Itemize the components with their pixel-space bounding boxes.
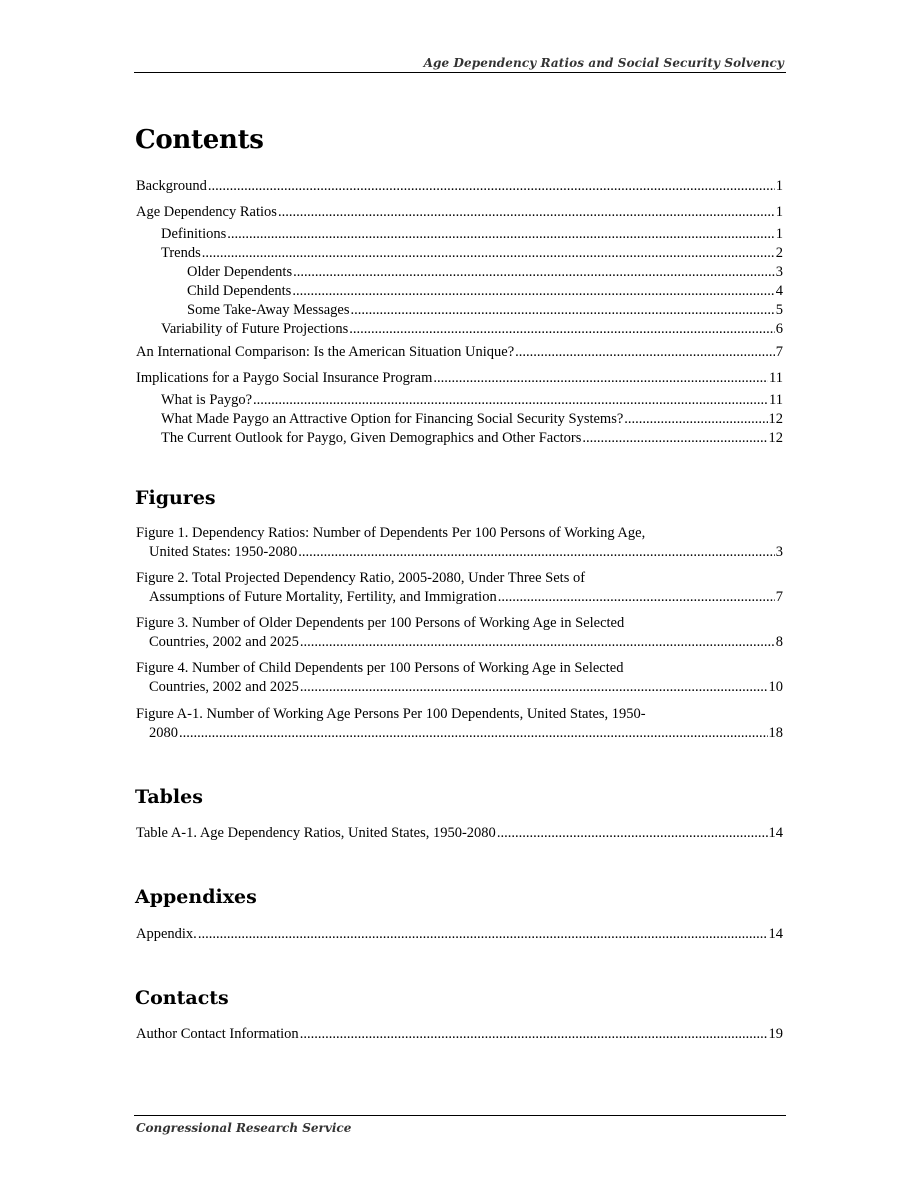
leader-dots [497,824,768,843]
toc-entry-title: Trends [161,245,201,261]
running-header [134,56,786,73]
figure-entry-line1: Figure A-1. Number of Working Age Persons Per 100 Dependents, United States, 1950- [136,706,646,722]
appendix-entry-page: 14 [768,926,783,942]
running-footer: Congressional Research Service [136,1121,352,1135]
table-entry-a1[interactable] [136,824,783,843]
figure-entry-page: 7 [775,589,783,605]
toc-entry-title: Variability of Future Projections [161,321,349,337]
toc-entry-title: Some Take-Away Messages [187,302,350,318]
leader-dots [293,263,775,282]
toc-entry-current-outlook[interactable] [161,429,783,448]
leader-dots [292,282,774,301]
toc-entry-definitions[interactable] [161,225,783,244]
toc-entry-title: The Current Outlook for Paygo, Given Demographics and Other Factors [161,430,582,446]
toc-entry-title: Child Dependents [187,283,292,299]
figure-entry-line2: Countries, 2002 and 2025 [149,679,299,695]
figure-entry-page: 10 [768,679,783,695]
toc-entry-page: 1 [775,178,783,194]
toc-entry-trends[interactable] [161,244,783,263]
figure-entry-a1[interactable] [136,705,783,743]
toc-entry-title: Definitions [161,226,227,242]
toc-entry-title: Background [136,178,207,194]
toc-entry-age-dependency-ratios[interactable] [136,203,783,222]
figure-entry-line1: Figure 2. Total Projected Dependency Ratio, 2005-2080, Under Three Sets of [136,570,586,586]
contacts-heading: Contacts [135,987,229,1009]
figure-entry-line2: Countries, 2002 and 2025 [149,634,299,650]
toc-entry-title: Age Dependency Ratios [136,204,277,220]
figure-entry-line1: Figure 1. Dependency Ratios: Number of Dependents Per 100 Persons of Working Age, [136,525,646,541]
tables-heading: Tables [135,786,203,808]
appendixes-heading: Appendixes [135,886,257,908]
leader-dots [515,343,775,362]
figure-entry-line2: Assumptions of Future Mortality, Fertility, and Immigration [149,589,497,605]
leader-dots [351,301,775,320]
toc-entry-paygo-attractive[interactable] [161,410,783,429]
toc-entry-page: 6 [775,321,783,337]
leader-dots [300,678,768,697]
toc-entry-page: 5 [775,302,783,318]
toc-entry-page: 12 [768,430,783,446]
figure-entry-2[interactable] [136,569,783,607]
toc-entry-page: 12 [768,411,783,427]
figure-entry-1[interactable] [136,524,783,562]
toc-entry-page: 4 [775,283,783,299]
toc-entry-title: Implications for a Paygo Social Insurance Program [136,370,433,386]
running-header-title: Age Dependency Ratios and Social Security Solvency [423,56,784,70]
toc-entry-title: What Made Paygo an Attractive Option for Financing Social Security Systems? [161,411,624,427]
leader-dots [278,203,775,222]
figure-entry-line1: Figure 3. Number of Older Dependents per 100 Persons of Working Age in Selected [136,615,625,631]
leader-dots [498,588,775,607]
leader-dots [582,429,767,448]
leader-dots [298,543,775,562]
leader-dots [202,244,775,263]
toc-entry-background[interactable] [136,177,783,196]
leader-dots [433,369,768,388]
figure-entry-page: 8 [775,634,783,650]
figure-entry-page: 3 [775,544,783,560]
toc-entry-title: An International Comparison: Is the American Situation Unique? [136,344,515,360]
leader-dots [253,391,768,410]
toc-entry-what-is-paygo[interactable] [161,391,783,410]
figure-entry-line1: Figure 4. Number of Child Dependents per 100 Persons of Working Age in Selected [136,660,624,676]
toc-entry-child-dependents[interactable] [187,282,783,301]
footer-rule [134,1115,786,1116]
toc-entry-implications-paygo[interactable] [136,369,783,388]
appendix-entry-title: Appendix. [136,926,197,942]
table-entry-title: Table A-1. Age Dependency Ratios, United States, 1950-2080 [136,825,496,841]
appendix-entry[interactable] [136,925,783,944]
leader-dots [179,724,768,743]
toc-entry-title: What is Paygo? [161,392,253,408]
figure-entry-line2: 2080 [149,725,178,741]
contact-entry[interactable] [136,1025,783,1044]
leader-dots [227,225,775,244]
figure-entry-page: 18 [768,725,783,741]
contents-heading: Contents [135,125,264,155]
toc-entry-page: 2 [775,245,783,261]
toc-entry-page: 11 [769,370,783,386]
toc-entry-title: Older Dependents [187,264,293,280]
toc-entry-page: 7 [775,344,783,360]
figures-heading: Figures [135,487,216,509]
leader-dots [300,1025,768,1044]
figure-entry-3[interactable] [136,614,783,652]
toc-entry-international-comparison[interactable] [136,343,783,362]
contact-entry-title: Author Contact Information [136,1026,299,1042]
toc-entry-page: 3 [775,264,783,280]
toc-entry-page: 1 [775,226,783,242]
leader-dots [349,320,774,339]
leader-dots [300,633,775,652]
contact-entry-page: 19 [768,1026,783,1042]
toc-entry-page: 1 [775,204,783,220]
toc-entry-variability[interactable] [161,320,783,339]
table-entry-page: 14 [768,825,783,841]
toc-entry-take-away-messages[interactable] [187,301,783,320]
figure-entry-4[interactable] [136,659,783,697]
leader-dots [198,925,768,944]
leader-dots [208,177,775,196]
toc-entry-older-dependents[interactable] [187,263,783,282]
figure-entry-line2: United States: 1950-2080 [149,544,298,560]
leader-dots [624,410,767,429]
toc-entry-page: 11 [769,392,783,408]
